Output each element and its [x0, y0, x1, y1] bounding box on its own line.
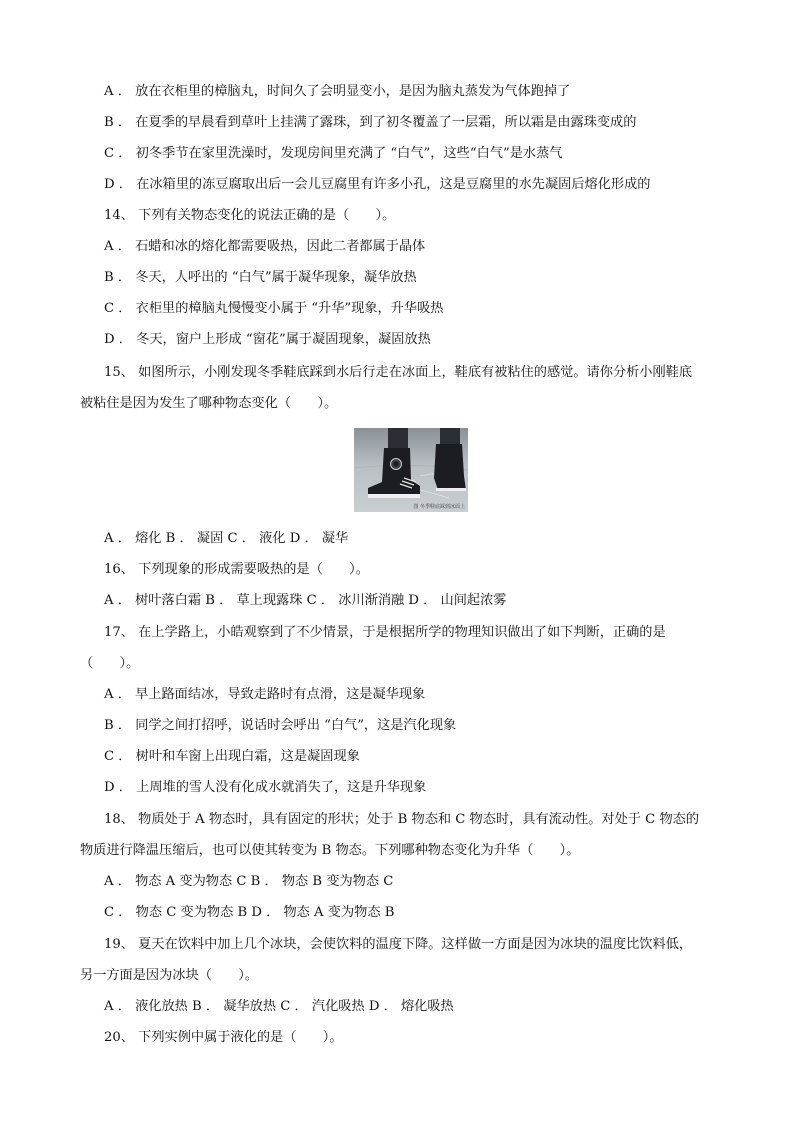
- option-17c: C ． 树叶和车窗上出现白霜，这是凝固现象: [104, 749, 360, 764]
- question-17-cont: （ ）。: [80, 656, 140, 671]
- options-19: A ． 液化放热 B ． 凝华放热 C ． 汽化吸热 D ． 熔化吸热: [104, 999, 454, 1014]
- question-17: 17、 在上学路上，小皓观察到了不少情景，于是根据所学的物理知识做出了如下判断，正确的是: [104, 625, 666, 640]
- option-17d: D ． 上周堆的雪人没有化成水就消失了，这是升华现象: [104, 780, 427, 795]
- option-13c: C ． 初冬季节在家里洗澡时，发现房间里充满了 “白气”，这些“白气”是水蒸气: [104, 146, 563, 161]
- boots-illustration: [354, 428, 468, 512]
- question-19-cont: 另一方面是因为冰块（ ）。: [80, 968, 259, 983]
- question-14: 14、 下列有关物态变化的说法正确的是（ ）。: [104, 208, 396, 223]
- options-16: A ． 树叶落白霜 B ． 草上现露珠 C ． 冰川渐消融 D ． 山间起浓雾: [104, 593, 507, 608]
- option-13d: D ． 在冰箱里的冻豆腐取出后一会儿豆腐里有许多小孔，这是豆腐里的水先凝固后熔化形成的: [104, 177, 651, 192]
- options-15: A ． 熔化 B ． 凝固 C ． 液化 D ． 凝华: [104, 531, 349, 546]
- option-17a: A ． 早上路面结冰，导致走路时有点滑，这是凝华现象: [104, 687, 426, 702]
- question-15-cont: 被粘住是因为发生了哪种物态变化（ ）。: [80, 396, 338, 411]
- option-14d: D ． 冬天，窗户上形成 “窗花”属于凝固现象，凝固放热: [104, 332, 431, 347]
- option-13a: A ． 放在衣柜里的樟脑丸，时间久了会明显变小，是因为脑丸蒸发为气体跑掉了: [104, 84, 571, 99]
- option-14a: A ． 石蜡和冰的熔化都需要吸热，因此二者都属于晶体: [104, 239, 426, 254]
- boots-on-ice-photo: [354, 428, 468, 512]
- question-18: 18、 物质处于 A 物态时，具有固定的形状；处于 B 物态和 C 物态时，具有流动性。对处于 C 物态的: [104, 812, 700, 827]
- question-19: 19、 夏天在饮料中加上几个冰块，会使饮料的温度下降。这样做一方面是因为冰块的温度比饮料低，: [104, 937, 693, 952]
- options-18-ab: A ． 物态 A 变为物态 C B ． 物态 B 变为物态 C: [104, 874, 394, 889]
- question-15: 15、 如图所示，小刚发现冬季鞋底踩到水后行走在冰面上，鞋底有被粘住的感觉。请你分析小刚鞋底: [104, 365, 693, 380]
- question-16: 16、 下列现象的形成需要吸热的是（ ）。: [104, 562, 369, 577]
- option-14c: C ． 衣柜里的樟脑丸慢慢变小属于 “升华”现象，升华吸热: [104, 301, 444, 316]
- options-18-cd: C ． 物态 C 变为物态 B D ． 物态 A 变为物态 B: [104, 905, 395, 920]
- photo-caption: 图 冬季鞋底踩到冰面上: [413, 504, 465, 510]
- option-17b: B ． 同学之间打招呼，说话时会呼出 “白气”，这是汽化现象: [104, 718, 457, 733]
- question-20: 20、 下列实例中属于液化的是（ ）。: [104, 1030, 343, 1045]
- option-14b: B ． 冬天，人呼出的 “白气”属于凝华现象，凝华放热: [104, 270, 417, 285]
- question-18-cont: 物质进行降温压缩后，也可以使其转变为 B 物态。下列哪种物态变化为升华（ ）。: [80, 843, 580, 858]
- option-13b: B ． 在夏季的早晨看到草叶上挂满了露珠，到了初冬覆盖了一层霜，所以霜是由露珠变成的: [104, 115, 637, 130]
